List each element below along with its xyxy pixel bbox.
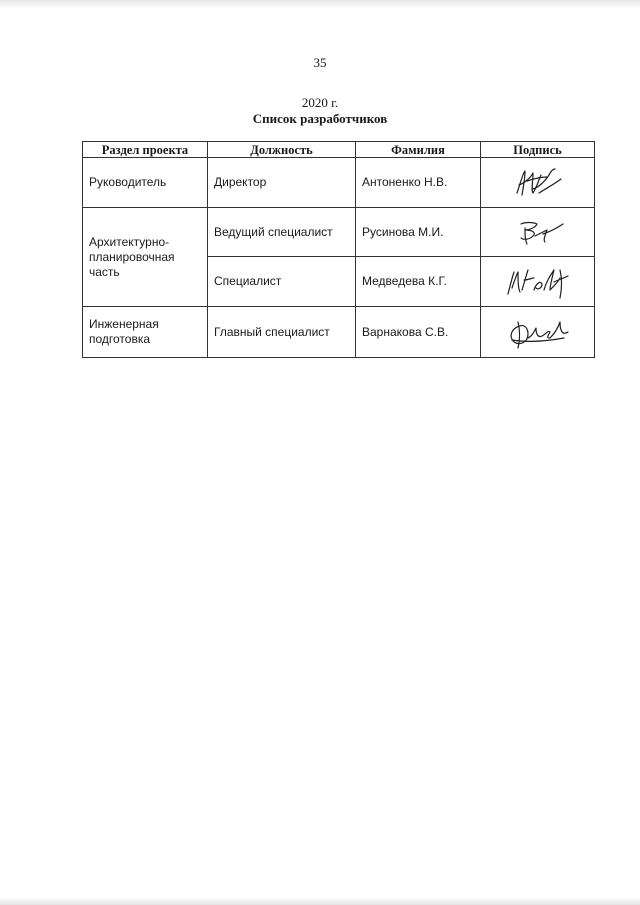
developers-table	[82, 141, 595, 358]
cell-signature	[481, 158, 595, 208]
cell-signature	[481, 307, 595, 358]
cell-name: Медведева К.Г.	[356, 257, 481, 307]
cell-name: Антоненко Н.В.	[356, 158, 481, 208]
table-header-row	[83, 142, 595, 158]
scan-top-edge	[0, 0, 640, 8]
cell-position: Главный специалист	[208, 307, 356, 358]
cell-section: Архитектурно-планировочная часть	[83, 208, 208, 307]
cell-signature	[481, 208, 595, 257]
cell-name: Варнакова С.В.	[356, 307, 481, 358]
table-row	[83, 208, 595, 257]
signature-image	[498, 312, 578, 352]
cell-position: Специалист	[208, 257, 356, 307]
cell-signature	[481, 257, 595, 307]
table-row	[83, 307, 595, 358]
page-number: 35	[313, 55, 327, 70]
header-section: Раздел проекта	[83, 142, 208, 158]
signature-image	[503, 163, 573, 203]
cell-position: Директор	[208, 158, 356, 208]
header-signature: Подпись	[481, 142, 595, 158]
cell-section: Руководитель	[83, 158, 208, 208]
signature-image	[503, 214, 573, 250]
scan-bottom-edge	[0, 897, 640, 905]
signature-image	[498, 260, 578, 304]
cell-section: Инженерная подготовка	[83, 307, 208, 358]
table-row	[83, 158, 595, 208]
cell-position: Ведущий специалист	[208, 208, 356, 257]
document-title: Список разработчиков	[252, 111, 388, 126]
header-name: Фамилия	[356, 142, 481, 158]
document-year: 2020 г.	[301, 95, 339, 110]
header-position: Должность	[208, 142, 356, 158]
cell-name: Русинова М.И.	[356, 208, 481, 257]
